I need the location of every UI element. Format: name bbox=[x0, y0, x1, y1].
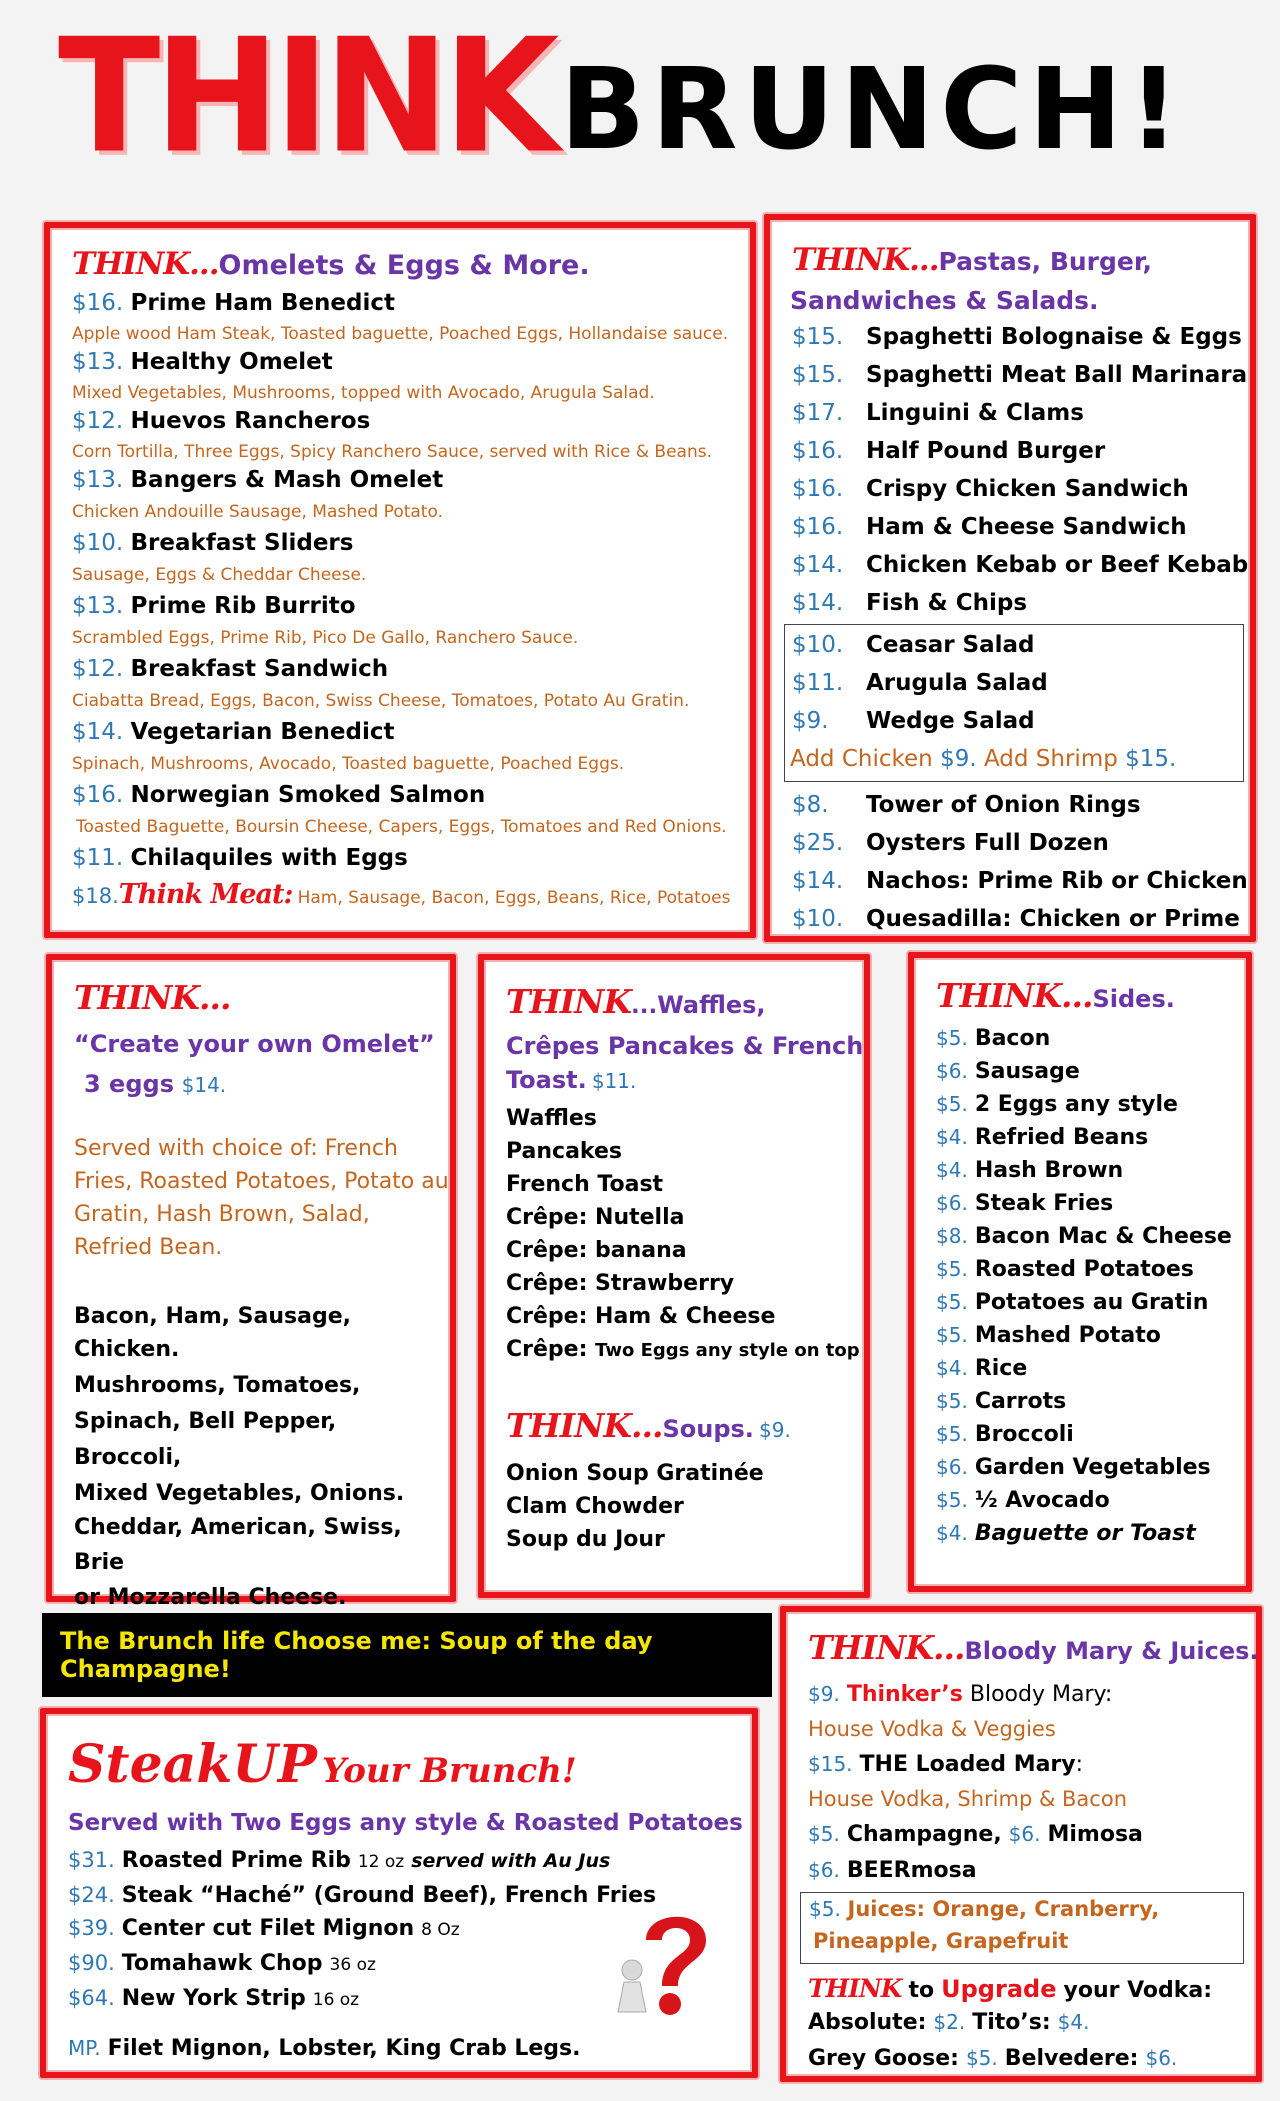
menu-item: Pancakes bbox=[506, 1139, 622, 1164]
item-price: $5. bbox=[936, 1026, 968, 1050]
item-description: Corn Tortilla, Three Eggs, Spicy Ranchero Sauce, served with Rice & Beans. bbox=[72, 442, 712, 462]
served-line: Refried Bean. bbox=[74, 1235, 223, 1260]
item-price: $8. bbox=[792, 792, 829, 818]
item-price: $14. bbox=[792, 868, 844, 894]
section-title bbox=[72, 246, 590, 282]
item-price: $8. bbox=[936, 1224, 968, 1248]
juice-list: Juices: Orange, Cranberry, bbox=[847, 1897, 1160, 1921]
item-name: Oysters Full Dozen bbox=[866, 830, 1109, 856]
think-label: THINK... bbox=[808, 1628, 965, 1667]
think-label: THINK... bbox=[506, 1406, 663, 1445]
item-price: $10. bbox=[792, 632, 844, 658]
item-name: Carrots bbox=[974, 1389, 1067, 1414]
section-title bbox=[792, 242, 1152, 278]
section-title-text: Omelets & Eggs & More. bbox=[218, 250, 590, 281]
item-name: Breakfast Sliders bbox=[130, 530, 354, 556]
item-price: $64. bbox=[68, 1986, 115, 2010]
item-price: $10. bbox=[792, 906, 844, 932]
menu-item bbox=[68, 1879, 656, 1912]
header-brunch: BRUNCH! bbox=[560, 45, 1186, 175]
item-price: $6. bbox=[1008, 1822, 1041, 1846]
menu-item: Crêpe: Ham & Cheese bbox=[506, 1304, 776, 1329]
item-name: Bangers & Mash Omelet bbox=[130, 467, 444, 493]
vodka-line bbox=[808, 2010, 1089, 2035]
sides-section bbox=[908, 952, 1252, 1592]
waffles-section bbox=[478, 954, 870, 1598]
item-price: $6. bbox=[808, 1858, 840, 1882]
addon-price: $15. bbox=[1125, 746, 1177, 772]
veg-line: Mixed Vegetables, Onions. bbox=[74, 1481, 405, 1506]
menu-item bbox=[936, 1187, 1232, 1220]
item-price: $18. bbox=[72, 884, 119, 908]
item-name: Prime Ham Benedict bbox=[130, 290, 396, 316]
veg-line: Mushrooms, Tomatoes, bbox=[74, 1373, 361, 1398]
menu-item bbox=[808, 1858, 977, 1883]
section-title-text: Bloody Mary & Juices. bbox=[964, 1637, 1259, 1665]
item-price: $16. bbox=[792, 438, 844, 464]
cheese-line: or Mozzarella Cheese. bbox=[74, 1585, 347, 1610]
item-price: $14. bbox=[792, 552, 844, 578]
section-title bbox=[808, 1628, 1259, 1667]
menu-item bbox=[72, 290, 395, 316]
juice-line bbox=[809, 1897, 1159, 1921]
menu-item bbox=[936, 1517, 1232, 1550]
item-description: Ciabatta Bread, Eggs, Bacon, Swiss Cheese, Tomatoes, Potato Au Gratin. bbox=[72, 691, 690, 711]
item-name: Steak “Haché” (Ground Beef), French Fries bbox=[121, 1883, 657, 1908]
menu-item: Crêpe: banana bbox=[506, 1238, 687, 1263]
item-description: Spinach, Mushrooms, Avocado, Toasted baguette, Poached Eggs. bbox=[72, 754, 625, 774]
item-price: $6. bbox=[936, 1191, 968, 1215]
market-price-item bbox=[68, 2036, 581, 2061]
vodka-line bbox=[808, 2046, 1177, 2071]
item-weight: 16 oz bbox=[312, 1990, 360, 2010]
item-price: $11. bbox=[591, 1069, 637, 1093]
section-title: THINK...Waffles, bbox=[506, 982, 766, 1021]
vodka-name: Absolute: bbox=[808, 2010, 927, 2035]
item-price: $9. bbox=[792, 708, 829, 734]
item-price: $16. bbox=[72, 782, 124, 808]
item-note: served with Au Jus bbox=[411, 1850, 611, 1872]
cheese-options bbox=[74, 1510, 450, 1615]
item-name: Chicken Kebab or Beef Kebab bbox=[866, 552, 1249, 578]
item-price: $4. bbox=[936, 1356, 968, 1380]
menu-item bbox=[72, 467, 443, 493]
item-name: BEERmosa bbox=[846, 1858, 977, 1883]
item-name: Linguini & Clams bbox=[866, 400, 1084, 426]
item-name: Steak Fries bbox=[974, 1191, 1114, 1216]
menu-item bbox=[72, 530, 353, 556]
item-price: $5. bbox=[936, 1422, 968, 1446]
section-title-text: Sides. bbox=[1092, 985, 1175, 1013]
bloody-mary-section bbox=[780, 1606, 1262, 2082]
juice-list-cont: Pineapple, Grapefruit bbox=[813, 1929, 1069, 1953]
item-price: $15. bbox=[808, 1752, 853, 1776]
item-name: Quesadilla: Chicken or Prime bbox=[866, 906, 1240, 932]
item-price: $13. bbox=[72, 593, 124, 619]
question-mark-icon bbox=[606, 1900, 726, 2030]
item-weight: 36 oz bbox=[329, 1955, 376, 1975]
menu-item bbox=[936, 1253, 1232, 1286]
item-name: Nachos: Prime Rib or Chicken bbox=[866, 868, 1248, 894]
menu-item bbox=[936, 1055, 1232, 1088]
item-price: $2. bbox=[933, 2010, 966, 2034]
menu-item bbox=[808, 1822, 1143, 1847]
item-price: $15. bbox=[792, 362, 844, 388]
item-name: Ceasar Salad bbox=[866, 632, 1035, 658]
item-price: $5. bbox=[808, 1822, 840, 1846]
steak-title bbox=[68, 1734, 577, 1795]
menu-item: French Toast bbox=[506, 1172, 664, 1197]
item-name: Center cut Filet Mignon bbox=[121, 1916, 415, 1941]
menu-item bbox=[72, 656, 388, 682]
create-omelet-section bbox=[46, 954, 456, 1610]
item-price: $9. bbox=[759, 1418, 791, 1442]
section-title-line2: Crêpes Pancakes & French bbox=[506, 1032, 864, 1060]
omelet-price-line bbox=[84, 1070, 226, 1098]
menu-item bbox=[506, 1333, 860, 1367]
menu-item: Onion Soup Gratinée bbox=[506, 1461, 764, 1486]
menu-item bbox=[68, 1982, 656, 2017]
steakup-label: SteakUP bbox=[68, 1734, 317, 1795]
item-price: $24. bbox=[68, 1883, 115, 1907]
item-name: Tomahawk Chop bbox=[121, 1951, 323, 1976]
item-price: $5. bbox=[936, 1092, 968, 1116]
item-weight: 12 oz bbox=[357, 1852, 405, 1872]
item-name: Vegetarian Benedict bbox=[130, 719, 395, 745]
served-line: Gratin, Hash Brown, Salad, bbox=[74, 1202, 370, 1227]
menu-item bbox=[68, 1912, 656, 1947]
item-price: $11. bbox=[792, 670, 844, 696]
think-label: THINK... bbox=[74, 978, 231, 1017]
meat-options: Bacon, Ham, Sausage, Chicken. bbox=[74, 1304, 351, 1362]
item-description: House Vodka, Shrimp & Bacon bbox=[808, 1787, 1128, 1811]
item-price: $10. bbox=[72, 530, 124, 556]
item-name: Refried Beans bbox=[974, 1125, 1149, 1150]
item-price: $5. bbox=[965, 2046, 998, 2070]
item-name: THE Loaded Mary bbox=[859, 1752, 1076, 1777]
section-title-text: Waffles, bbox=[657, 991, 766, 1019]
addon-price: $9. bbox=[940, 746, 977, 772]
steak-list bbox=[68, 1844, 656, 2017]
item-name: Mimosa bbox=[1047, 1822, 1143, 1847]
item-description: Mixed Vegetables, Mushrooms, topped with Avocado, Arugula Salad. bbox=[72, 383, 655, 403]
menu-item bbox=[936, 1319, 1232, 1352]
omelet-title: “Create your own Omelet” bbox=[74, 1030, 435, 1058]
item-price: $14. bbox=[181, 1073, 227, 1097]
served-line: Fries, Roasted Potatoes, Potato au bbox=[74, 1169, 449, 1194]
item-name: Huevos Rancheros bbox=[130, 408, 371, 434]
menu-item: Crêpe: Strawberry bbox=[506, 1271, 735, 1296]
menu-item bbox=[808, 1682, 1112, 1707]
item-price: $6. bbox=[936, 1455, 968, 1479]
menu-item bbox=[936, 1385, 1232, 1418]
section-title-line2: Sandwiches & Salads. bbox=[790, 286, 1099, 315]
steak-title-rest: Your Brunch! bbox=[321, 1751, 577, 1791]
menu-item bbox=[936, 1220, 1232, 1253]
item-price: $6. bbox=[1145, 2046, 1178, 2070]
menu-item bbox=[72, 879, 731, 910]
menu-item bbox=[936, 1418, 1232, 1451]
think-label: THINK... bbox=[936, 976, 1093, 1015]
item-name: Filet Mignon, Lobster, King Crab Legs. bbox=[107, 2036, 581, 2061]
item-name: Chilaquiles with Eggs bbox=[130, 845, 408, 871]
item-description: Sausage, Eggs & Cheddar Cheese. bbox=[72, 565, 367, 585]
item-description: Ham, Sausage, Bacon, Eggs, Beans, Rice, Potatoes bbox=[297, 888, 731, 908]
pastas-section bbox=[764, 214, 1256, 942]
item-name: Roasted Potatoes bbox=[974, 1257, 1194, 1282]
item-name: Breakfast Sandwich bbox=[130, 656, 389, 682]
menu-item bbox=[936, 1154, 1232, 1187]
menu-item: Soup du Jour bbox=[506, 1527, 665, 1552]
item-name: Norwegian Smoked Salmon bbox=[130, 782, 486, 808]
served-with bbox=[74, 1132, 449, 1264]
menu-item bbox=[936, 1121, 1232, 1154]
item-name: New York Strip bbox=[121, 1986, 306, 2011]
item-name: Fish & Chips bbox=[866, 590, 1028, 616]
menu-item bbox=[808, 1752, 1083, 1777]
section-title-text: Soups. bbox=[662, 1415, 754, 1443]
menu-item: Crêpe: Nutella bbox=[506, 1205, 685, 1230]
section-title-text: Toast. bbox=[506, 1066, 587, 1094]
item-price: $6. bbox=[936, 1059, 968, 1083]
item-price: $14. bbox=[72, 719, 124, 745]
veg-options bbox=[74, 1368, 450, 1512]
menu-item bbox=[68, 1947, 656, 1982]
item-price: $12. bbox=[72, 408, 124, 434]
header-think: THINK bbox=[58, 5, 554, 189]
think-label: THINK... bbox=[792, 242, 939, 278]
menu-item bbox=[72, 845, 408, 871]
upgrade-word: Upgrade bbox=[941, 1975, 1057, 2003]
item-name: Half Pound Burger bbox=[866, 438, 1106, 464]
item-name: Prime Rib Burrito bbox=[130, 593, 356, 619]
item-name: Think Meat: bbox=[118, 879, 293, 910]
item-price: $4. bbox=[936, 1158, 968, 1182]
item-name: Crispy Chicken Sandwich bbox=[866, 476, 1189, 502]
item-price: $4. bbox=[936, 1125, 968, 1149]
soups-title bbox=[506, 1406, 791, 1445]
vodka-name: Grey Goose: bbox=[808, 2046, 959, 2071]
menu-header bbox=[0, 5, 1280, 218]
vodka-name: Tito’s: bbox=[972, 2010, 1051, 2035]
item-price: $13. bbox=[72, 349, 124, 375]
item-price: $5. bbox=[936, 1488, 968, 1512]
item-description: House Vodka & Veggies bbox=[808, 1717, 1056, 1741]
item-name: Mashed Potato bbox=[974, 1323, 1161, 1348]
omelets-section bbox=[44, 222, 756, 938]
item-name: Bloody Mary bbox=[969, 1682, 1105, 1707]
menu-item: Clam Chowder bbox=[506, 1494, 684, 1519]
item-name: Arugula Salad bbox=[866, 670, 1048, 696]
item-price: $25. bbox=[792, 830, 844, 856]
upgrade-to: to bbox=[908, 1978, 935, 2003]
menu-item bbox=[72, 408, 370, 434]
item-price: $11. bbox=[72, 845, 124, 871]
item-price: $15. bbox=[792, 324, 844, 350]
colon: : bbox=[1075, 1752, 1084, 1777]
item-price: $5. bbox=[936, 1323, 968, 1347]
item-name: Wedge Salad bbox=[866, 708, 1035, 734]
item-name: Crêpe: bbox=[506, 1337, 588, 1362]
soup-list bbox=[506, 1457, 764, 1556]
section-title-line3 bbox=[506, 1066, 636, 1094]
menu-item: Waffles bbox=[506, 1106, 597, 1131]
item-name: Healthy Omelet bbox=[130, 349, 333, 375]
item-price: $17. bbox=[792, 400, 844, 426]
item-name: Garden Vegetables bbox=[974, 1455, 1211, 1480]
menu-item bbox=[936, 1451, 1232, 1484]
cheese-line: Cheddar, American, Swiss, Brie bbox=[74, 1515, 402, 1575]
item-name: Potatoes au Gratin bbox=[974, 1290, 1209, 1315]
item-price: $16. bbox=[792, 514, 844, 540]
item-description: Scrambled Eggs, Prime Rib, Pico De Gallo, Ranchero Sauce. bbox=[72, 628, 579, 648]
item-name: Champagne, bbox=[846, 1822, 1002, 1847]
item-name: Spaghetti Bolognaise & Eggs bbox=[866, 324, 1242, 350]
menu-item bbox=[72, 349, 333, 375]
item-price: $5. bbox=[936, 1257, 968, 1281]
upgrade-rest: your Vodka: bbox=[1063, 1978, 1213, 2003]
item-name: Baguette or Toast bbox=[974, 1521, 1196, 1546]
juice-group bbox=[800, 1892, 1244, 1964]
sides-list bbox=[936, 1022, 1232, 1550]
menu-item bbox=[68, 1844, 656, 1879]
section-title-text: Pastas, Burger, bbox=[938, 247, 1153, 276]
menu-item bbox=[936, 1484, 1232, 1517]
item-name: Bacon Mac & Cheese bbox=[974, 1224, 1232, 1249]
item-price: $16. bbox=[72, 290, 124, 316]
item-name: Sausage bbox=[974, 1059, 1080, 1084]
vodka-name: Belvedere: bbox=[1004, 2046, 1139, 2071]
item-price: $90. bbox=[68, 1951, 115, 1975]
item-note: Two Eggs any style on top bbox=[595, 1340, 860, 1361]
item-name: Roasted Prime Rib bbox=[121, 1848, 351, 1873]
menu-item bbox=[936, 1022, 1232, 1055]
think-label: THINK bbox=[808, 1974, 902, 2003]
item-weight: 8 Oz bbox=[421, 1920, 460, 1940]
promo-banner: The Brunch life Choose me: Soup of the day Champagne! bbox=[42, 1613, 772, 1697]
steak-subtitle: Served with Two Eggs any style & Roasted Potatoes bbox=[68, 1810, 743, 1836]
colon: : bbox=[1104, 1682, 1113, 1707]
item-price: $4. bbox=[1057, 2010, 1090, 2034]
menu-item bbox=[936, 1352, 1232, 1385]
item-name: Broccoli bbox=[974, 1422, 1074, 1447]
item-description: Apple wood Ham Steak, Toasted baguette, Poached Eggs, Hollandaise sauce. bbox=[72, 324, 729, 344]
item-price: $39. bbox=[68, 1916, 115, 1940]
item-price: MP. bbox=[68, 2036, 101, 2060]
menu-item bbox=[72, 593, 356, 619]
addon-label: Add Chicken bbox=[790, 746, 933, 772]
item-name: Hash Brown bbox=[974, 1158, 1124, 1183]
item-description: Toasted Baguette, Boursin Cheese, Capers, Eggs, Tomatoes and Red Onions. bbox=[76, 817, 727, 837]
menu-item bbox=[72, 719, 394, 745]
item-name: Bacon bbox=[974, 1026, 1051, 1051]
salad-addons bbox=[790, 746, 1176, 772]
think-label: THINK... bbox=[72, 246, 219, 282]
addon-label: Add Shrimp bbox=[983, 746, 1118, 772]
item-name: Ham & Cheese Sandwich bbox=[866, 514, 1187, 540]
item-name: Rice bbox=[974, 1356, 1028, 1381]
item-price: $5. bbox=[809, 1897, 841, 1921]
menu-item bbox=[936, 1286, 1232, 1319]
item-price: $13. bbox=[72, 467, 124, 493]
item-name: 2 Eggs any style bbox=[974, 1092, 1178, 1117]
item-name: Tower of Onion Rings bbox=[866, 792, 1141, 818]
menu-item bbox=[72, 782, 485, 808]
think-label: THINK bbox=[506, 982, 632, 1021]
item-price: $5. bbox=[936, 1290, 968, 1314]
eggs-label: 3 eggs bbox=[84, 1070, 174, 1098]
steak-section bbox=[40, 1708, 758, 2078]
item-price: $9. bbox=[808, 1682, 840, 1706]
item-name-highlight: Thinker’s bbox=[846, 1682, 963, 1707]
menu-item bbox=[936, 1088, 1232, 1121]
item-price: $4. bbox=[936, 1521, 968, 1545]
section-title bbox=[936, 976, 1175, 1015]
veg-line: Spinach, Bell Pepper, Broccoli, bbox=[74, 1409, 337, 1470]
item-name: Spaghetti Meat Ball Marinara bbox=[866, 362, 1248, 388]
item-price: $14. bbox=[792, 590, 844, 616]
upgrade-line bbox=[808, 1974, 1212, 2003]
item-price: $16. bbox=[792, 476, 844, 502]
item-price: $5. bbox=[936, 1389, 968, 1413]
item-description: Chicken Andouille Sausage, Mashed Potato. bbox=[72, 502, 443, 522]
item-price: $31. bbox=[68, 1848, 115, 1872]
served-line: Served with choice of: French bbox=[74, 1136, 398, 1161]
item-name: ½ Avocado bbox=[974, 1488, 1110, 1513]
item-price: $12. bbox=[72, 656, 124, 682]
waffle-list bbox=[506, 1102, 860, 1367]
